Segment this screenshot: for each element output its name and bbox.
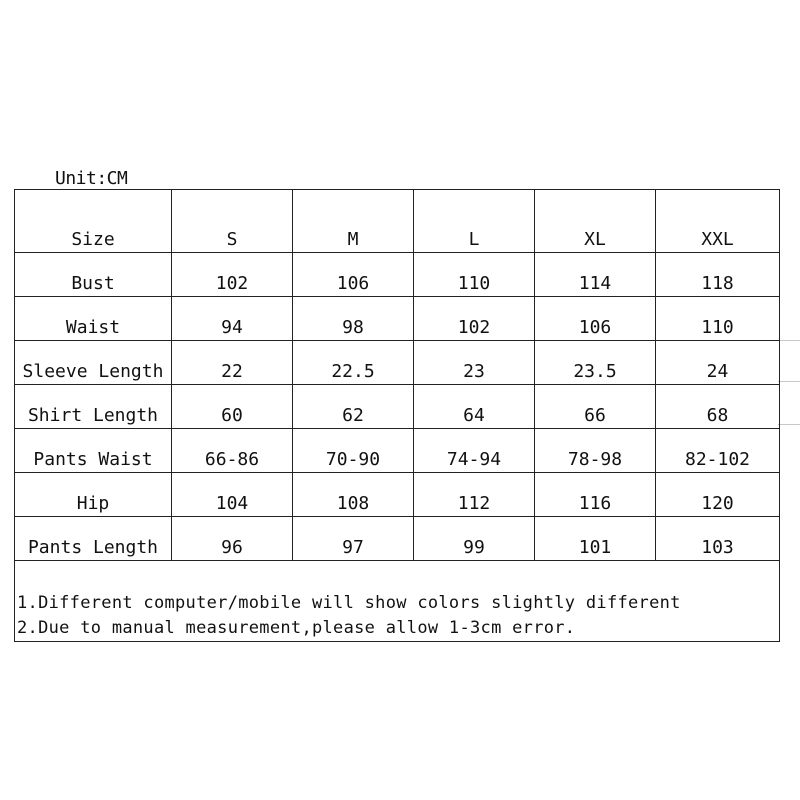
table-cell: 98 [293, 297, 414, 341]
table-cell: 106 [535, 297, 656, 341]
table-cell: 101 [535, 517, 656, 561]
table-cell: 60 [172, 385, 293, 429]
table-cell: 103 [656, 517, 780, 561]
header-size-xl: XL [535, 190, 656, 253]
table-row [15, 253, 780, 297]
table-cell: 120 [656, 473, 780, 517]
table-cell: 70-90 [293, 429, 414, 473]
side-divider-line [778, 381, 800, 382]
table-cell: 96 [172, 517, 293, 561]
header-size-s: S [172, 190, 293, 253]
unit-label: Unit:CM [55, 168, 128, 189]
table-cell: 24 [656, 341, 780, 385]
table-cell: 116 [535, 473, 656, 517]
table-row [15, 297, 780, 341]
table-cell: 74-94 [414, 429, 535, 473]
table-cell: 82-102 [656, 429, 780, 473]
table-cell: 118 [656, 253, 780, 297]
table-header-row [15, 190, 780, 253]
row-label: Pants Waist [15, 429, 172, 473]
note-line: 2.Due to manual measurement,please allow 1-3cm error. [17, 618, 576, 638]
table-cell: 106 [293, 253, 414, 297]
table-cell: 23.5 [535, 341, 656, 385]
header-size-xxl: XXL [656, 190, 780, 253]
side-divider-line [778, 340, 800, 341]
table-cell: 102 [414, 297, 535, 341]
table-cell: 104 [172, 473, 293, 517]
table-cell: 62 [293, 385, 414, 429]
notes-row [15, 561, 780, 642]
table-cell: 114 [535, 253, 656, 297]
table-cell: 23 [414, 341, 535, 385]
table-cell: 108 [293, 473, 414, 517]
table-cell: 22 [172, 341, 293, 385]
table-row [15, 385, 780, 429]
row-label: Waist [15, 297, 172, 341]
notes-block [15, 561, 779, 641]
table-cell: 66 [535, 385, 656, 429]
side-divider-line [778, 424, 800, 425]
table-cell: 99 [414, 517, 535, 561]
table-cell: 22.5 [293, 341, 414, 385]
table-cell: 94 [172, 297, 293, 341]
row-label: Bust [15, 253, 172, 297]
table-row [15, 517, 780, 561]
table-cell: 78-98 [535, 429, 656, 473]
table-row [15, 473, 780, 517]
notes-cell [15, 561, 780, 642]
table-cell: 66-86 [172, 429, 293, 473]
table-cell: 102 [172, 253, 293, 297]
table-cell: 112 [414, 473, 535, 517]
table-cell: 97 [293, 517, 414, 561]
row-label: Shirt Length [15, 385, 172, 429]
row-label: Pants Length [15, 517, 172, 561]
table-row [15, 429, 780, 473]
note-line: 1.Different computer/mobile will show colors slightly different [17, 593, 681, 613]
table-cell: 64 [414, 385, 535, 429]
header-size-m: M [293, 190, 414, 253]
table-cell: 110 [656, 297, 780, 341]
table-cell: 68 [656, 385, 780, 429]
row-label: Sleeve Length [15, 341, 172, 385]
size-chart-table [14, 189, 780, 642]
header-size-label: Size [15, 190, 172, 253]
header-size-l: L [414, 190, 535, 253]
row-label: Hip [15, 473, 172, 517]
table-row [15, 341, 780, 385]
table-cell: 110 [414, 253, 535, 297]
